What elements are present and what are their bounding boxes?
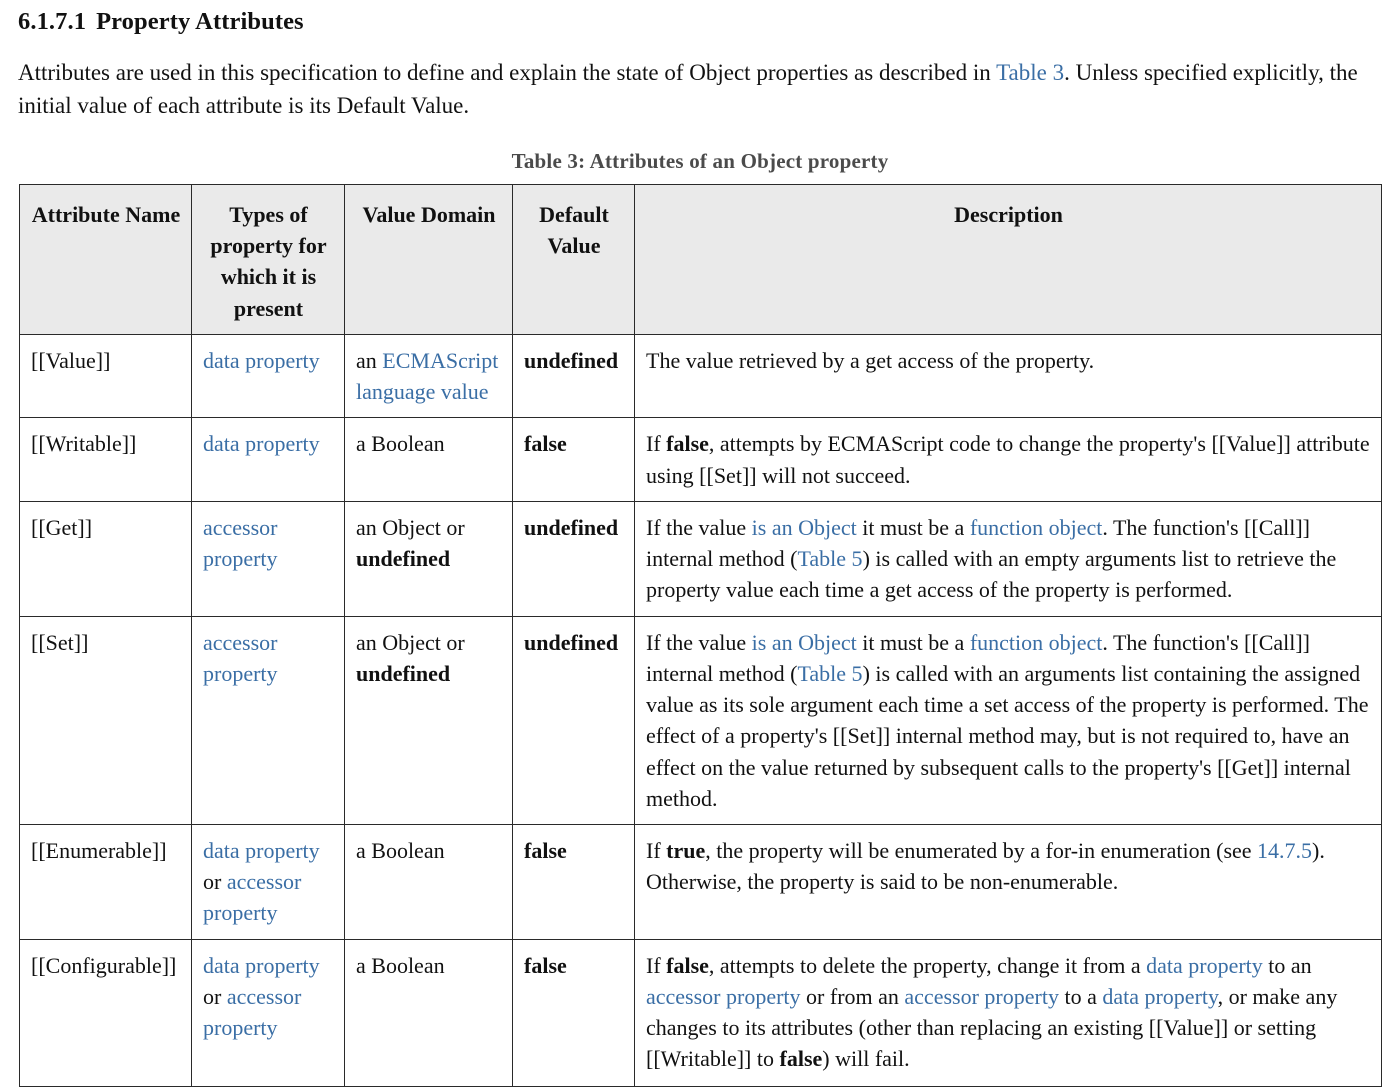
desc-bold-1: true <box>666 837 706 863</box>
desc-text-3: . The function's [[Call]] internal method ( <box>646 629 1311 686</box>
desc-bold-1: false <box>666 431 709 457</box>
desc-text-1: The value retrieved by a get access of the property. <box>646 347 1095 373</box>
cell-description <box>635 501 1382 616</box>
cell-value-domain <box>345 939 513 1086</box>
desc-text-4: ) is called with an arguments list containing the assigned value as its sole argument each time a set access of the property is performed. The effect of a property's [[Set]] internal method may, but is not required to, have an effect on the value returned by subsequent calls to the property's [[Get]] internal method. <box>646 660 1369 811</box>
accessor-property-link[interactable]: accessor property <box>203 983 302 1041</box>
desc-text-1: If <box>646 837 667 863</box>
intro-text-part1: Attributes are used in this specification to define and explain the state of Object properties as described in <box>18 59 997 85</box>
cell-types-of-property <box>192 939 345 1086</box>
ecmascript-language-value-link[interactable]: ECMAScript language value <box>356 347 499 405</box>
cell-description <box>635 939 1382 1086</box>
is-an-object-link[interactable]: is an Object <box>751 514 857 540</box>
desc-text-1: If <box>646 952 667 978</box>
cell-attribute-name: [[Enumerable]] <box>20 824 192 939</box>
table-header-row <box>20 185 1382 335</box>
attributes-table <box>19 184 1382 1087</box>
cell-attribute-name: [[Value]] <box>20 334 192 417</box>
is-an-object-link[interactable]: is an Object <box>751 629 857 655</box>
desc-text-2: , the property will be enumerated by a for-in enumeration (see <box>705 837 1258 863</box>
data-property-link-2[interactable]: data property <box>1102 983 1218 1009</box>
page-title <box>0 0 1400 38</box>
section-title-text: Property Attributes <box>96 8 304 35</box>
cell-types-of-property <box>192 501 345 616</box>
cell-attribute-name: [[Set]] <box>20 616 192 824</box>
table-row <box>20 616 1382 824</box>
cell-default-value: false <box>513 824 635 939</box>
table-5-link[interactable]: Table 5 <box>797 660 863 686</box>
data-property-link[interactable]: data property <box>203 837 320 863</box>
data-property-link[interactable]: data property <box>203 431 320 457</box>
table-row <box>20 824 1382 939</box>
section-14-7-5-link[interactable]: 14.7.5 <box>1257 837 1313 863</box>
cell-default-value: false <box>513 418 635 501</box>
table-row <box>20 334 1382 417</box>
desc-text-2: , attempts by ECMAScript code to change the property's [[Value]] attribute using [[Set]] will not succeed. <box>646 431 1370 488</box>
table-row <box>20 418 1382 501</box>
desc-text-7: ) will fail. <box>822 1046 910 1072</box>
cell-description <box>635 334 1382 417</box>
desc-text-1: If the value <box>646 629 752 655</box>
desc-text-1: If <box>646 431 667 457</box>
column-header-value-domain: Value Domain <box>345 185 513 335</box>
table-row <box>20 501 1382 616</box>
cell-attribute-name: [[Configurable]] <box>20 939 192 1086</box>
cell-attribute-name: [[Writable]] <box>20 418 192 501</box>
cell-types-of-property <box>192 334 345 417</box>
domain-text: an <box>356 347 383 373</box>
cell-description <box>635 418 1382 501</box>
table-row <box>20 939 1382 1086</box>
accessor-property-link[interactable]: accessor property <box>203 514 278 572</box>
types-conjunction: or <box>203 869 227 895</box>
desc-text-2: it must be a <box>856 514 970 540</box>
section-number: 6.1.7.1 <box>18 8 87 35</box>
desc-text-4: ) is called with an empty arguments list to retrieve the property value each time a get access of the property is performed. <box>646 546 1337 603</box>
desc-text-2: , attempts to delete the property, change it from a <box>708 952 1147 978</box>
cell-types-of-property <box>192 616 345 824</box>
table-5-link[interactable]: Table 5 <box>797 546 863 572</box>
cell-value-domain <box>345 824 513 939</box>
accessor-property-link-2[interactable]: accessor property <box>904 983 1059 1009</box>
column-header-default-value: Default Value <box>513 185 635 335</box>
desc-text-3: to an <box>1262 952 1312 978</box>
intro-paragraph <box>0 38 1400 123</box>
domain-text: a Boolean <box>356 837 445 863</box>
cell-default-value: false <box>513 939 635 1086</box>
domain-bold: undefined <box>356 546 451 572</box>
domain-text: an Object or <box>356 514 465 540</box>
function-object-link[interactable]: function object <box>969 629 1103 655</box>
cell-default-value: undefined <box>513 334 635 417</box>
cell-value-domain <box>345 616 513 824</box>
column-header-attribute-name: Attribute Name <box>20 185 192 335</box>
types-conjunction: or <box>203 983 227 1009</box>
cell-types-of-property <box>192 824 345 939</box>
desc-bold-1: false <box>666 952 709 978</box>
cell-value-domain <box>345 501 513 616</box>
table-caption: Table 3: Attributes of an Object property <box>511 149 889 173</box>
function-object-link[interactable]: function object <box>969 514 1103 540</box>
desc-text-3: ). Otherwise, the property is said to be non-enumerable. <box>646 837 1325 895</box>
desc-bold-2: false <box>779 1046 823 1072</box>
cell-description <box>635 824 1382 939</box>
domain-text: an Object or <box>356 629 465 655</box>
desc-text-4: or from an <box>800 983 905 1009</box>
column-header-types-of-property: Types of property for which it is present <box>192 185 345 335</box>
domain-text: a Boolean <box>356 431 445 457</box>
cell-attribute-name: [[Get]] <box>20 501 192 616</box>
table-3-link[interactable]: Table 3 <box>996 59 1065 85</box>
desc-text-5: to a <box>1058 983 1103 1009</box>
cell-types-of-property <box>192 418 345 501</box>
column-header-description: Description <box>635 185 1382 335</box>
cell-description <box>635 616 1382 824</box>
data-property-link[interactable]: data property <box>203 952 320 978</box>
desc-text-1: If the value <box>646 514 752 540</box>
desc-text-6: , or make any changes to its attributes (other than replacing an existing [[Value]] or setting [[Writable]] to <box>646 983 1338 1072</box>
domain-bold: undefined <box>356 660 451 686</box>
data-property-link[interactable]: data property <box>1146 952 1263 978</box>
cell-default-value: undefined <box>513 616 635 824</box>
intro-text-part2: . Unless specified explicitly, the initial value of each attribute is its Default Value. <box>18 59 1358 119</box>
data-property-link[interactable]: data property <box>203 347 320 373</box>
cell-value-domain <box>345 418 513 501</box>
desc-text-3: . The function's [[Call]] internal method ( <box>646 514 1311 572</box>
cell-default-value: undefined <box>513 501 635 616</box>
domain-text: a Boolean <box>356 952 445 978</box>
accessor-property-link[interactable]: accessor property <box>203 629 278 686</box>
accessor-property-link[interactable]: accessor property <box>646 983 801 1009</box>
accessor-property-link[interactable]: accessor property <box>203 869 302 926</box>
desc-text-2: it must be a <box>856 629 970 655</box>
cell-value-domain <box>345 334 513 417</box>
